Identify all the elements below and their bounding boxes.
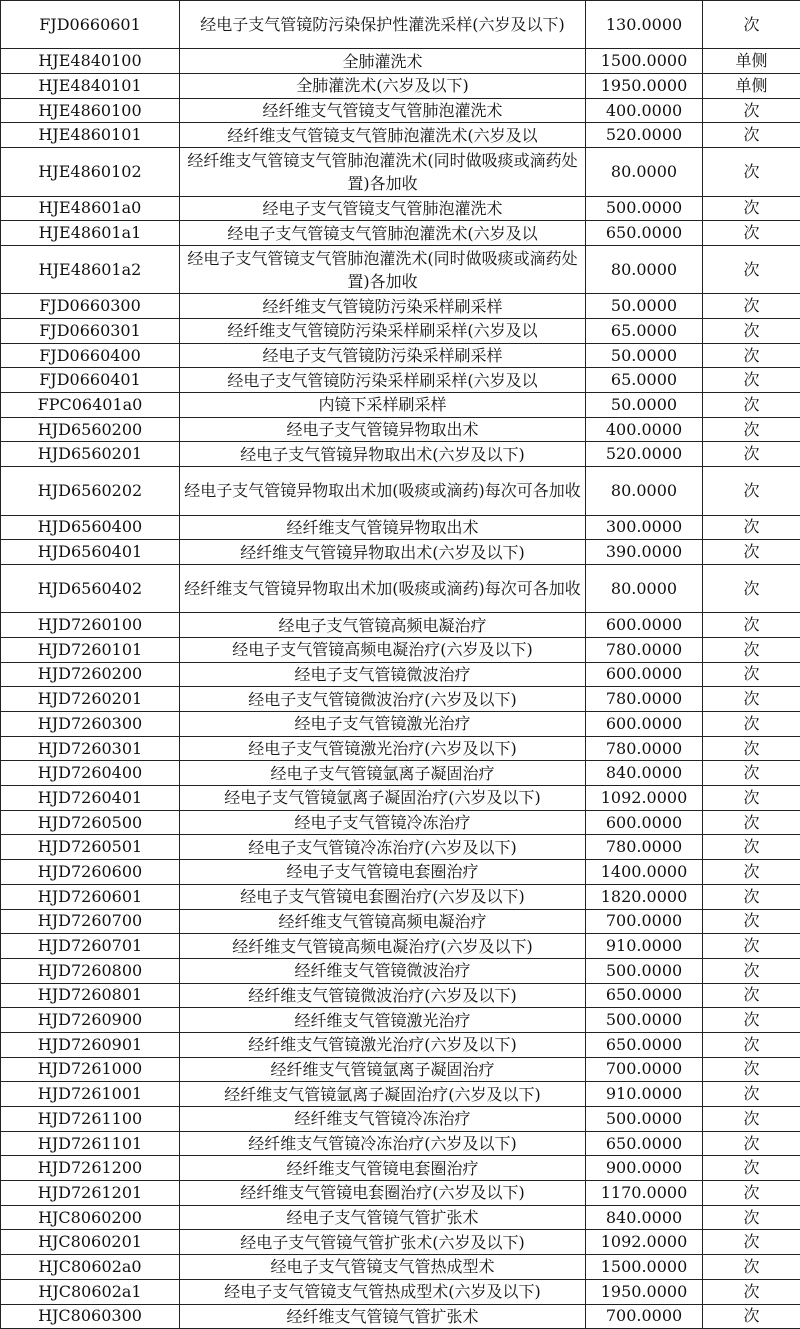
item-unit-cell: 次: [703, 662, 800, 687]
item-price-cell: 780.0000: [586, 835, 703, 860]
item-name-cell: 经电子支气管镜防污染采样刷采样: [180, 343, 586, 368]
table-row: [1, 958, 800, 983]
item-name-cell: 经纤维支气管镜防污染采样刷采样: [180, 294, 586, 319]
item-unit-cell: 次: [703, 467, 800, 515]
item-name-cell: 经电子支气管镜防污染采样刷采样(六岁及以: [180, 368, 586, 393]
item-name-cell: 经纤维支气管镜激光治疗: [180, 1008, 586, 1033]
item-code-cell: HJD7260300: [1, 712, 180, 737]
item-unit-cell: 次: [703, 1057, 800, 1082]
item-code-cell: FJD0660300: [1, 294, 180, 319]
table-row: [1, 1032, 800, 1057]
item-name-cell: 经纤维支气管镜异物取出术(六岁及以下): [180, 540, 586, 565]
item-price-cell: 400.0000: [586, 417, 703, 442]
item-name-cell: 经纤维支气管镜冷冻治疗: [180, 1107, 586, 1132]
table-row: [1, 1255, 800, 1280]
item-unit-cell: 次: [703, 1230, 800, 1255]
item-price-cell: 50.0000: [586, 294, 703, 319]
item-unit-cell: 次: [703, 1205, 800, 1230]
item-code-cell: HJD6560200: [1, 417, 180, 442]
item-unit-cell: 次: [703, 860, 800, 885]
item-code-cell: HJD7261200: [1, 1156, 180, 1181]
item-price-cell: 1400.0000: [586, 860, 703, 885]
item-name-cell: 经纤维支气管镜气管扩张术: [180, 1304, 586, 1329]
item-code-cell: HJE4840101: [1, 74, 180, 99]
table-row: [1, 613, 800, 638]
item-unit-cell: 次: [703, 148, 800, 196]
item-unit-cell: 次: [703, 687, 800, 712]
item-code-cell: FJD0660401: [1, 368, 180, 393]
item-unit-cell: 次: [703, 442, 800, 467]
item-code-cell: FPC06401a0: [1, 393, 180, 418]
item-unit-cell: 单侧: [703, 49, 800, 74]
item-name-cell: 经电子支气管镜微波治疗(六岁及以下): [180, 687, 586, 712]
item-unit-cell: 次: [703, 393, 800, 418]
item-price-cell: 650.0000: [586, 221, 703, 246]
item-name-cell: 经纤维支气管镜电套圈治疗(六岁及以下): [180, 1181, 586, 1206]
table-row: [1, 417, 800, 442]
item-unit-cell: 次: [703, 417, 800, 442]
item-unit-cell: 次: [703, 1, 800, 49]
item-unit-cell: 次: [703, 564, 800, 612]
item-unit-cell: 次: [703, 884, 800, 909]
table-row: [1, 983, 800, 1008]
table-row: [1, 637, 800, 662]
table-row: [1, 1082, 800, 1107]
item-price-cell: 700.0000: [586, 1304, 703, 1329]
item-name-cell: 经电子支气管镜高频电凝治疗: [180, 613, 586, 638]
item-code-cell: HJE48601a2: [1, 245, 180, 293]
table-row: [1, 98, 800, 123]
item-price-cell: 600.0000: [586, 662, 703, 687]
table-row: [1, 810, 800, 835]
table-row: [1, 442, 800, 467]
table-row: [1, 74, 800, 99]
item-code-cell: HJC80602a0: [1, 1255, 180, 1280]
table-row: [1, 1205, 800, 1230]
item-name-cell: 经纤维支气管镜电套圈治疗: [180, 1156, 586, 1181]
item-unit-cell: 次: [703, 294, 800, 319]
item-unit-cell: 次: [703, 1181, 800, 1206]
item-price-cell: 650.0000: [586, 1131, 703, 1156]
item-unit-cell: 次: [703, 736, 800, 761]
item-unit-cell: 次: [703, 983, 800, 1008]
item-price-cell: 1950.0000: [586, 74, 703, 99]
item-price-cell: 1950.0000: [586, 1279, 703, 1304]
item-name-cell: 经电子支气管镜支气管肺泡灌洗术: [180, 196, 586, 221]
item-code-cell: HJD7260200: [1, 662, 180, 687]
item-name-cell: 经纤维支气管镜微波治疗: [180, 958, 586, 983]
item-unit-cell: 次: [703, 221, 800, 246]
item-code-cell: HJC8060201: [1, 1230, 180, 1255]
item-price-cell: 700.0000: [586, 909, 703, 934]
item-unit-cell: 次: [703, 934, 800, 959]
item-code-cell: HJD7260600: [1, 860, 180, 885]
item-name-cell: 经电子支气管镜冷冻治疗: [180, 810, 586, 835]
item-name-cell: 经电子支气管镜气管扩张术: [180, 1205, 586, 1230]
item-unit-cell: 次: [703, 196, 800, 221]
item-name-cell: 经电子支气管镜异物取出术: [180, 417, 586, 442]
table-row: [1, 196, 800, 221]
price-table-body: [1, 1, 800, 1329]
item-name-cell: 经纤维支气管镜支气管肺泡灌洗术(同时做吸痰或滴药处置)各加收: [180, 148, 586, 196]
item-price-cell: 500.0000: [586, 196, 703, 221]
item-price-cell: 780.0000: [586, 736, 703, 761]
item-code-cell: HJD7261001: [1, 1082, 180, 1107]
item-code-cell: HJD7260301: [1, 736, 180, 761]
item-price-cell: 300.0000: [586, 515, 703, 540]
item-price-cell: 1500.0000: [586, 49, 703, 74]
table-row: [1, 294, 800, 319]
item-name-cell: 经电子支气管镜异物取出术加(吸痰或滴药)每次可各加收: [180, 467, 586, 515]
item-code-cell: HJD7260901: [1, 1032, 180, 1057]
item-code-cell: HJD7261000: [1, 1057, 180, 1082]
item-code-cell: FJD0660301: [1, 318, 180, 343]
item-unit-cell: 次: [703, 318, 800, 343]
item-unit-cell: 次: [703, 1082, 800, 1107]
item-price-cell: 520.0000: [586, 123, 703, 148]
table-row: [1, 736, 800, 761]
table-row: [1, 712, 800, 737]
item-price-cell: 1820.0000: [586, 884, 703, 909]
item-price-cell: 50.0000: [586, 393, 703, 418]
table-row: [1, 1304, 800, 1329]
item-price-cell: 600.0000: [586, 613, 703, 638]
item-price-cell: 780.0000: [586, 687, 703, 712]
item-price-cell: 700.0000: [586, 1057, 703, 1082]
table-row: [1, 835, 800, 860]
item-price-cell: 1092.0000: [586, 786, 703, 811]
item-name-cell: 经电子支气管镜微波治疗: [180, 662, 586, 687]
item-name-cell: 全肺灌洗术(六岁及以下): [180, 74, 586, 99]
item-name-cell: 经电子支气管镜气管扩张术(六岁及以下): [180, 1230, 586, 1255]
item-name-cell: 经纤维支气管镜冷冻治疗(六岁及以下): [180, 1131, 586, 1156]
table-row: [1, 564, 800, 612]
item-code-cell: HJD7260801: [1, 983, 180, 1008]
table-row: [1, 884, 800, 909]
table-row: [1, 1, 800, 49]
item-unit-cell: 次: [703, 98, 800, 123]
table-row: [1, 1008, 800, 1033]
item-name-cell: 全肺灌洗术: [180, 49, 586, 74]
item-price-cell: 400.0000: [586, 98, 703, 123]
table-row: [1, 343, 800, 368]
item-unit-cell: 次: [703, 761, 800, 786]
item-name-cell: 经电子支气管镜电套圈治疗(六岁及以下): [180, 884, 586, 909]
item-name-cell: 经电子支气管镜高频电凝治疗(六岁及以下): [180, 637, 586, 662]
table-row: [1, 540, 800, 565]
item-code-cell: HJD7260800: [1, 958, 180, 983]
table-row: [1, 1230, 800, 1255]
item-name-cell: 经纤维支气管镜异物取出术加(吸痰或滴药)每次可各加收: [180, 564, 586, 612]
item-name-cell: 经电子支气管镜防污染保护性灌洗采样(六岁及以下): [180, 1, 586, 49]
item-code-cell: HJD7260500: [1, 810, 180, 835]
item-code-cell: HJE4860102: [1, 148, 180, 196]
item-code-cell: FJD0660601: [1, 1, 180, 49]
item-price-cell: 80.0000: [586, 148, 703, 196]
table-row: [1, 1057, 800, 1082]
item-code-cell: HJC8060300: [1, 1304, 180, 1329]
item-name-cell: 经纤维支气管镜激光治疗(六岁及以下): [180, 1032, 586, 1057]
item-code-cell: HJD7261100: [1, 1107, 180, 1132]
item-price-cell: 840.0000: [586, 1205, 703, 1230]
table-row: [1, 687, 800, 712]
item-unit-cell: 次: [703, 1008, 800, 1033]
item-name-cell: 经电子支气管镜电套圈治疗: [180, 860, 586, 885]
table-row: [1, 245, 800, 293]
item-code-cell: HJE48601a0: [1, 196, 180, 221]
item-unit-cell: 次: [703, 613, 800, 638]
item-price-cell: 65.0000: [586, 318, 703, 343]
table-row: [1, 860, 800, 885]
item-price-cell: 130.0000: [586, 1, 703, 49]
item-code-cell: HJD7260501: [1, 835, 180, 860]
item-code-cell: HJD7260700: [1, 909, 180, 934]
item-code-cell: HJD7260201: [1, 687, 180, 712]
item-price-cell: 500.0000: [586, 958, 703, 983]
item-name-cell: 经电子支气管镜支气管肺泡灌洗术(同时做吸痰或滴药处置)各加收: [180, 245, 586, 293]
item-code-cell: HJD6560202: [1, 467, 180, 515]
item-price-cell: 910.0000: [586, 934, 703, 959]
item-name-cell: 经电子支气管镜激光治疗(六岁及以下): [180, 736, 586, 761]
item-price-cell: 80.0000: [586, 467, 703, 515]
table-row: [1, 1131, 800, 1156]
item-unit-cell: 次: [703, 1107, 800, 1132]
item-price-cell: 50.0000: [586, 343, 703, 368]
item-price-cell: 650.0000: [586, 1032, 703, 1057]
item-code-cell: HJE4860101: [1, 123, 180, 148]
item-unit-cell: 次: [703, 1304, 800, 1329]
item-unit-cell: 次: [703, 515, 800, 540]
item-code-cell: HJD7260701: [1, 934, 180, 959]
item-name-cell: 经纤维支气管镜高频电凝治疗: [180, 909, 586, 934]
item-unit-cell: 单侧: [703, 74, 800, 99]
item-unit-cell: 次: [703, 245, 800, 293]
item-unit-cell: 次: [703, 958, 800, 983]
item-code-cell: HJE4860100: [1, 98, 180, 123]
item-name-cell: 经电子支气管镜冷冻治疗(六岁及以下): [180, 835, 586, 860]
item-price-cell: 500.0000: [586, 1107, 703, 1132]
item-price-cell: 1092.0000: [586, 1230, 703, 1255]
item-price-cell: 520.0000: [586, 442, 703, 467]
item-code-cell: HJD7260101: [1, 637, 180, 662]
item-unit-cell: 次: [703, 637, 800, 662]
item-name-cell: 经电子支气管镜氩离子凝固治疗: [180, 761, 586, 786]
table-row: [1, 1156, 800, 1181]
table-row: [1, 662, 800, 687]
item-code-cell: HJD6560400: [1, 515, 180, 540]
item-unit-cell: 次: [703, 343, 800, 368]
item-unit-cell: 次: [703, 786, 800, 811]
item-unit-cell: 次: [703, 1032, 800, 1057]
item-code-cell: HJD6560201: [1, 442, 180, 467]
item-price-cell: 80.0000: [586, 245, 703, 293]
item-name-cell: 经电子支气管镜激光治疗: [180, 712, 586, 737]
table-row: [1, 515, 800, 540]
item-name-cell: 经纤维支气管镜支气管肺泡灌洗术: [180, 98, 586, 123]
item-price-cell: 650.0000: [586, 983, 703, 1008]
table-row: [1, 1279, 800, 1304]
item-price-cell: 600.0000: [586, 810, 703, 835]
table-row: [1, 49, 800, 74]
item-unit-cell: 次: [703, 123, 800, 148]
item-unit-cell: 次: [703, 1255, 800, 1280]
item-code-cell: HJD7261101: [1, 1131, 180, 1156]
item-name-cell: 经纤维支气管镜微波治疗(六岁及以下): [180, 983, 586, 1008]
table-row: [1, 1181, 800, 1206]
item-code-cell: HJD6560402: [1, 564, 180, 612]
item-name-cell: 经电子支气管镜氩离子凝固治疗(六岁及以下): [180, 786, 586, 811]
table-row: [1, 786, 800, 811]
item-price-cell: 80.0000: [586, 564, 703, 612]
item-code-cell: HJD7260601: [1, 884, 180, 909]
item-name-cell: 经电子支气管镜异物取出术(六岁及以下): [180, 442, 586, 467]
item-price-cell: 65.0000: [586, 368, 703, 393]
item-code-cell: HJD7261201: [1, 1181, 180, 1206]
item-name-cell: 经纤维支气管镜防污染采样刷采样(六岁及以: [180, 318, 586, 343]
item-code-cell: HJC80602a1: [1, 1279, 180, 1304]
item-unit-cell: 次: [703, 540, 800, 565]
item-unit-cell: 次: [703, 712, 800, 737]
item-name-cell: 经纤维支气管镜异物取出术: [180, 515, 586, 540]
item-unit-cell: 次: [703, 810, 800, 835]
table-row: [1, 909, 800, 934]
table-row: [1, 467, 800, 515]
item-unit-cell: 次: [703, 835, 800, 860]
item-price-cell: 390.0000: [586, 540, 703, 565]
table-row: [1, 1107, 800, 1132]
item-price-cell: 1500.0000: [586, 1255, 703, 1280]
item-name-cell: 内镜下采样刷采样: [180, 393, 586, 418]
item-unit-cell: 次: [703, 368, 800, 393]
item-code-cell: HJD6560401: [1, 540, 180, 565]
item-unit-cell: 次: [703, 1156, 800, 1181]
item-price-cell: 840.0000: [586, 761, 703, 786]
item-code-cell: FJD0660400: [1, 343, 180, 368]
table-row: [1, 393, 800, 418]
item-code-cell: HJC8060200: [1, 1205, 180, 1230]
item-name-cell: 经电子支气管镜支气管热成型术(六岁及以下): [180, 1279, 586, 1304]
item-price-cell: 780.0000: [586, 637, 703, 662]
item-price-cell: 900.0000: [586, 1156, 703, 1181]
item-price-cell: 600.0000: [586, 712, 703, 737]
item-unit-cell: 次: [703, 1131, 800, 1156]
item-name-cell: 经电子支气管镜支气管肺泡灌洗术(六岁及以: [180, 221, 586, 246]
item-price-cell: 1170.0000: [586, 1181, 703, 1206]
table-row: [1, 123, 800, 148]
table-row: [1, 148, 800, 196]
item-unit-cell: 次: [703, 1279, 800, 1304]
table-row: [1, 934, 800, 959]
item-name-cell: 经纤维支气管镜氩离子凝固治疗: [180, 1057, 586, 1082]
item-unit-cell: 次: [703, 909, 800, 934]
item-code-cell: HJD7260400: [1, 761, 180, 786]
item-name-cell: 经纤维支气管镜高频电凝治疗(六岁及以下): [180, 934, 586, 959]
item-code-cell: HJD7260900: [1, 1008, 180, 1033]
table-row: [1, 761, 800, 786]
table-row: [1, 368, 800, 393]
item-name-cell: 经纤维支气管镜支气管肺泡灌洗术(六岁及以: [180, 123, 586, 148]
item-name-cell: 经电子支气管镜支气管热成型术: [180, 1255, 586, 1280]
item-price-cell: 500.0000: [586, 1008, 703, 1033]
item-code-cell: HJE48601a1: [1, 221, 180, 246]
item-code-cell: HJD7260401: [1, 786, 180, 811]
table-row: [1, 221, 800, 246]
item-code-cell: HJE4840100: [1, 49, 180, 74]
table-row: [1, 318, 800, 343]
item-name-cell: 经纤维支气管镜氩离子凝固治疗(六岁及以下): [180, 1082, 586, 1107]
item-code-cell: HJD7260100: [1, 613, 180, 638]
item-price-cell: 910.0000: [586, 1082, 703, 1107]
